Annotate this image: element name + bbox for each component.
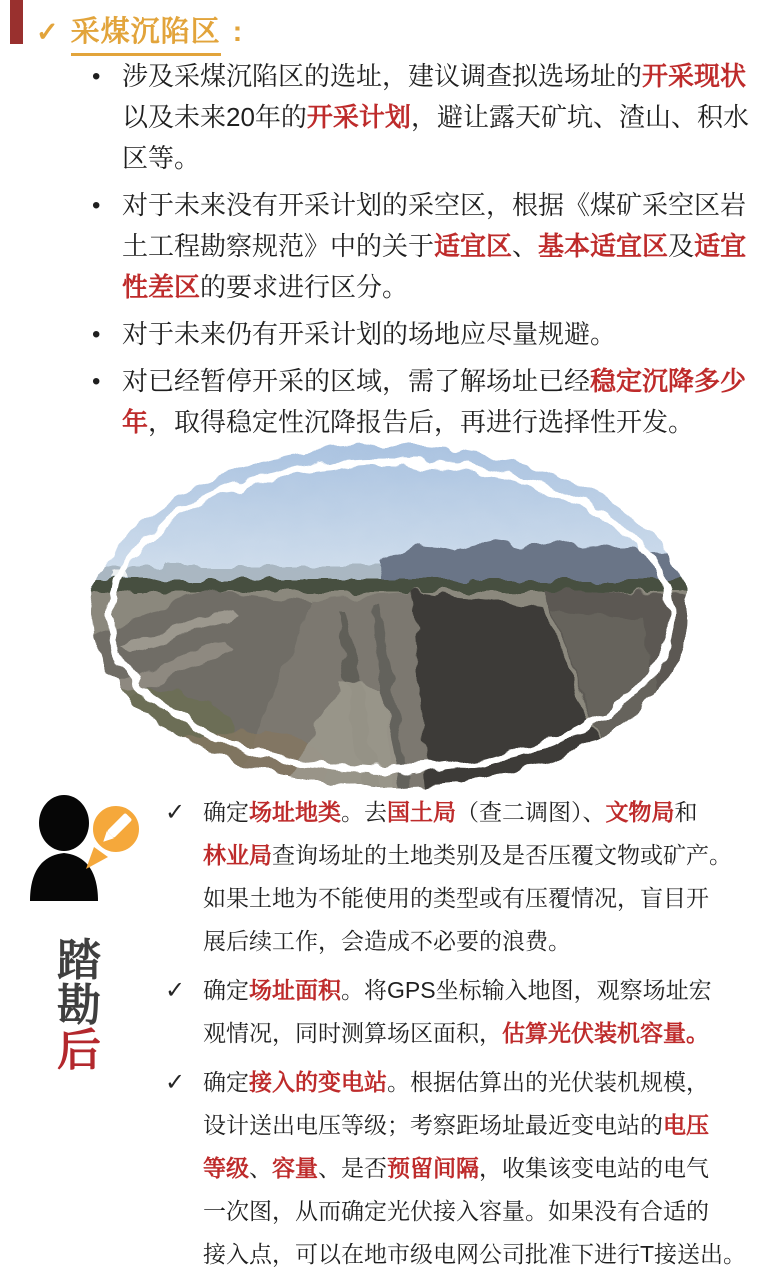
- checklist-text: 确定场址面积。将GPS坐标输入地图，观察场址宏 观情况，同时测算场区面积，估算光伏装机容量。: [203, 977, 712, 1046]
- mine-pit-photo: [82, 440, 698, 792]
- bullet-icon: •: [92, 192, 101, 219]
- surveyor-figure: [28, 793, 146, 901]
- bullet-item: [88, 361, 748, 443]
- bullet-icon: •: [92, 63, 101, 90]
- bullet-icon: •: [92, 368, 101, 395]
- stage-label: 踏 勘 后: [57, 936, 101, 1075]
- checklist-item: [163, 1061, 763, 1276]
- checklist-text: 确定接入的变电站。根据估算出的光伏装机规模， 设计送出电压等级；考察距场址最近变电站的电压 等级、容量、是否预留间隔，收集该变电站的电气 一次图，从而确定光伏接入容量。如果没有合适的 接入点，可以在地市级电网公司批准下进行T接送出。: [203, 1069, 747, 1267]
- bullet-text: 对于未来仍有开采计划的场地应尽量规避。: [122, 319, 617, 349]
- page-title: 采煤沉陷区: [71, 12, 221, 56]
- bullet-text: 对于未来没有开采计划的采空区，根据《煤矿采空区岩 土工程勘察规范》中的关于适宜区、基本适宜区及适宜 性差区的要求进行区分。: [122, 190, 747, 302]
- bullet-list: [88, 56, 748, 449]
- bullet-item: [88, 314, 748, 355]
- checklist-text: 确定场址地类。去国土局（查二调图）、文物局和 林业局查询场址的土地类别及是否压覆文物或矿产。 如果土地为不能使用的类型或有压覆情况，盲目开 展后续工作，会造成不必要的浪费。: [203, 799, 732, 954]
- check-icon: ✓: [36, 17, 59, 47]
- checklist-item: [163, 791, 763, 963]
- section-heading: [36, 12, 242, 56]
- bullet-text: 涉及采煤沉陷区的选址，建议调查拟选场址的开采现状 以及未来20年的开采计划，避让露天矿坑、渣山、积水 区等。: [122, 61, 749, 173]
- check-icon: ✓: [165, 1069, 186, 1096]
- check-icon: ✓: [165, 977, 186, 1004]
- bullet-text: 对已经暂停开采的区域，需了解场址已经稳定沉降多少 年，取得稳定性沉降报告后，再进行选择性开发。: [122, 366, 747, 437]
- checklist: [163, 791, 763, 1280]
- bullet-icon: •: [92, 321, 101, 348]
- check-icon: ✓: [165, 799, 186, 826]
- mine-pit-photo-illustration: [82, 440, 698, 792]
- checklist-item: [163, 969, 763, 1055]
- page-title-colon: :: [232, 16, 243, 48]
- corner-ribbon: [10, 0, 23, 44]
- surveyor-icon: [28, 793, 146, 901]
- person-icon: [30, 795, 98, 901]
- bullet-item: [88, 185, 748, 308]
- pencil-badge-icon: [86, 804, 141, 869]
- bullet-item: [88, 56, 748, 179]
